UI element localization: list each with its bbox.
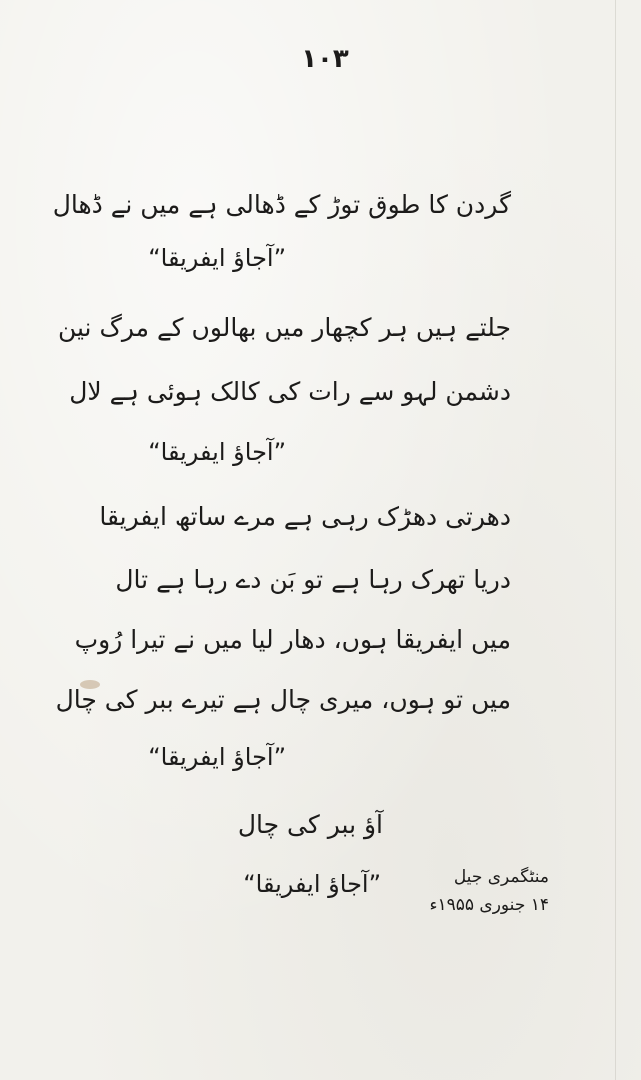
poem-line-4: دھرتی دھڑک رہی ہے مرے ساتھ ایفریقا [99,502,511,531]
poem-line-1: گردن کا طوق توڑ کے ڈھالی ہے میں نے ڈھال [52,190,511,219]
place-text: منٹگمری جیل [453,867,549,887]
poem-refrain-2: ”آجاؤ ایفریقا“ [148,438,286,466]
poem-line-7: میں تو ہوں، میری چال ہے تیرے ببر کی چال [55,685,511,714]
paper-edge-line [615,0,616,1080]
poem-line-2: جلتے ہیں ہر کچھار میں بھالوں کے مرگ نین [57,313,511,342]
poem-refrain-4: ”آجاؤ ایفریقا“ [243,870,381,898]
poem-refrain-3: ”آجاؤ ایفریقا“ [148,743,286,771]
poem-line-6: میں ایفریقا ہوں، دھار لیا میں نے تیرا رُوپ [74,625,511,654]
poem-line-3: دشمن لہو سے رات کی کالک ہوئی ہے لال [69,377,511,406]
date-text: ۱۴ جنوری ۱۹۵۵ء [429,895,549,915]
poem-refrain-1: ”آجاؤ ایفریقا“ [148,244,286,272]
page-number: ۱۰۳ [301,44,349,74]
poem-line-5: دریا تھرک رہا ہے تو بَن دے رہا ہے تال [115,565,511,594]
poem-line-8: آؤ ببر کی چال [237,810,383,839]
